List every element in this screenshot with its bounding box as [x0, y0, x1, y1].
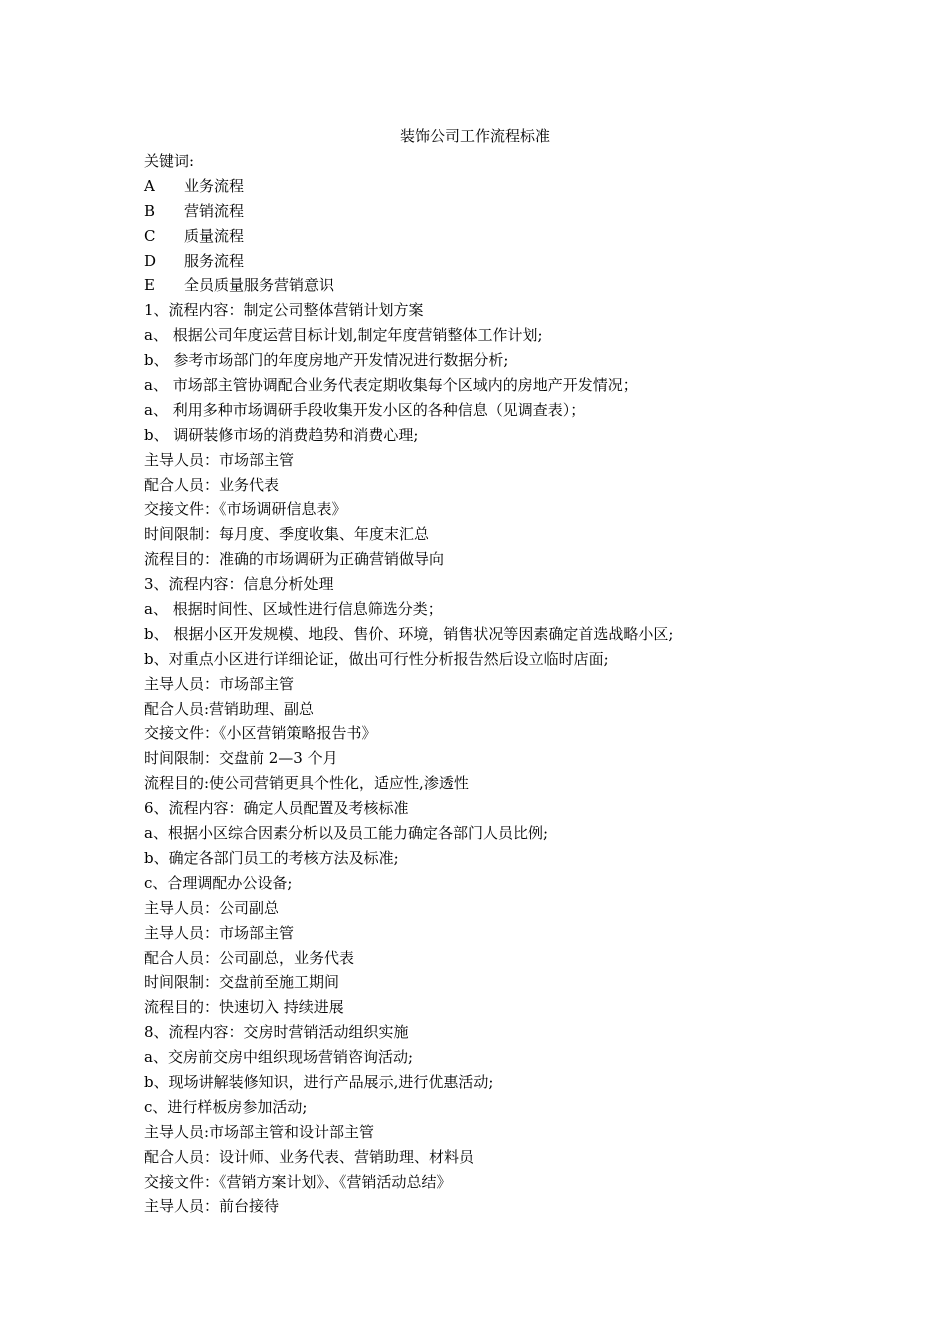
- text-line: 主导人员：市场部主管: [144, 674, 295, 693]
- text-line: b、 调研装修市场的消费趋势和消费心理;: [144, 425, 419, 444]
- text-line: 交接文件：《营销方案计划》、《营销活动总结》: [144, 1172, 452, 1191]
- text-line: b、 参考市场部门的年度房地产开发情况进行数据分析;: [144, 351, 509, 370]
- text-line: 配合人员：设计师、业务代表、营销助理、材料员: [144, 1147, 475, 1166]
- text-line: b、确定各部门员工的考核方法及标准;: [144, 848, 399, 867]
- keyword-item: [144, 249, 864, 274]
- text-line: a、 根据时间性、区域性进行信息筛选分类；: [144, 600, 443, 619]
- keyword-text: 质量流程: [184, 226, 245, 245]
- keyword-text: 服务流程: [184, 251, 245, 270]
- text-line: 时间限制：交盘前至施工期间: [144, 973, 340, 992]
- keyword-item: [144, 273, 864, 298]
- text-line: c、进行样板房参加活动;: [144, 1097, 308, 1116]
- text-line: 流程目的：准确的市场调研为正确营销做导向: [144, 550, 445, 569]
- text-line: a、 根据公司年度运营目标计划,制定年度营销整体工作计划;: [144, 326, 543, 345]
- text-line: 配合人员：业务代表: [144, 475, 280, 494]
- keyword-letter: B: [144, 201, 156, 220]
- text-line: 主导人员：市场部主管: [144, 450, 295, 469]
- keyword-letter: E: [144, 276, 155, 295]
- keyword-item: [144, 174, 864, 199]
- keywords-label: 关键词:: [144, 152, 195, 170]
- keyword-item: [144, 199, 864, 224]
- text-line: 8、流程内容：交房时营销活动组织实施: [144, 1023, 409, 1042]
- document-body: [144, 149, 864, 1219]
- text-line: 主导人员：前台接待: [144, 1197, 280, 1216]
- text-line: 配合人员:营销助理、副总: [144, 699, 315, 718]
- text-line: 主导人员：公司副总: [144, 898, 280, 917]
- text-line: 交接文件：《市场调研信息表》: [144, 500, 347, 519]
- content-lines: [144, 298, 864, 1219]
- keyword-text: 营销流程: [184, 201, 245, 220]
- text-line: 主导人员:市场部主管和设计部主管: [144, 1122, 375, 1141]
- text-line: 流程目的:使公司营销更具个性化，适应性,渗透性: [144, 774, 469, 793]
- text-line: 时间限制：每月度、季度收集、年度末汇总: [144, 525, 430, 544]
- keyword-letter: C: [144, 226, 156, 245]
- document-title: 装饰公司工作流程标准: [399, 127, 550, 145]
- text-line: a、根据小区综合因素分析以及员工能力确定各部门人员比例;: [144, 824, 548, 843]
- text-line: 交接文件：《小区营销策略报告书》: [144, 724, 377, 743]
- text-line: 主导人员：市场部主管: [144, 923, 295, 942]
- text-line: b、对重点小区进行详细论证，做出可行性分析报告然后设立临时店面;: [144, 649, 609, 668]
- text-line: c、合理调配办公设备;: [144, 873, 293, 892]
- keyword-letter: D: [144, 251, 157, 270]
- text-line: 流程目的：快速切入 持续进展: [144, 998, 344, 1017]
- text-line: a、 利用多种市场调研手段收集开发小区的各种信息（见调查表）；: [144, 400, 586, 419]
- keyword-list: [144, 174, 864, 298]
- keyword-text: 业务流程: [184, 176, 245, 195]
- keyword-item: [144, 224, 864, 249]
- text-line: 6、流程内容：确定人员配置及考核标准: [144, 799, 409, 818]
- text-line: b、 根据小区开发规模、地段、售价、环境，销售状况等因素确定首选战略小区;: [144, 624, 674, 643]
- keyword-letter: A: [144, 176, 155, 195]
- text-line: 时间限制：交盘前 2—3 个月: [144, 749, 338, 768]
- text-line: 1、流程内容：制定公司整体营销计划方案: [144, 301, 424, 320]
- text-line: 3、流程内容：信息分析处理: [144, 575, 334, 594]
- keyword-text: 全员质量服务营销意识: [184, 276, 335, 295]
- text-line: 配合人员：公司副总，业务代表: [144, 948, 355, 967]
- text-line: a、交房前交房中组织现场营销咨询活动;: [144, 1048, 413, 1067]
- text-line: a、 市场部主管协调配合业务代表定期收集每个区域内的房地产开发情况；: [144, 376, 638, 395]
- text-line: b、现场讲解装修知识，进行产品展示,进行优惠活动;: [144, 1072, 494, 1091]
